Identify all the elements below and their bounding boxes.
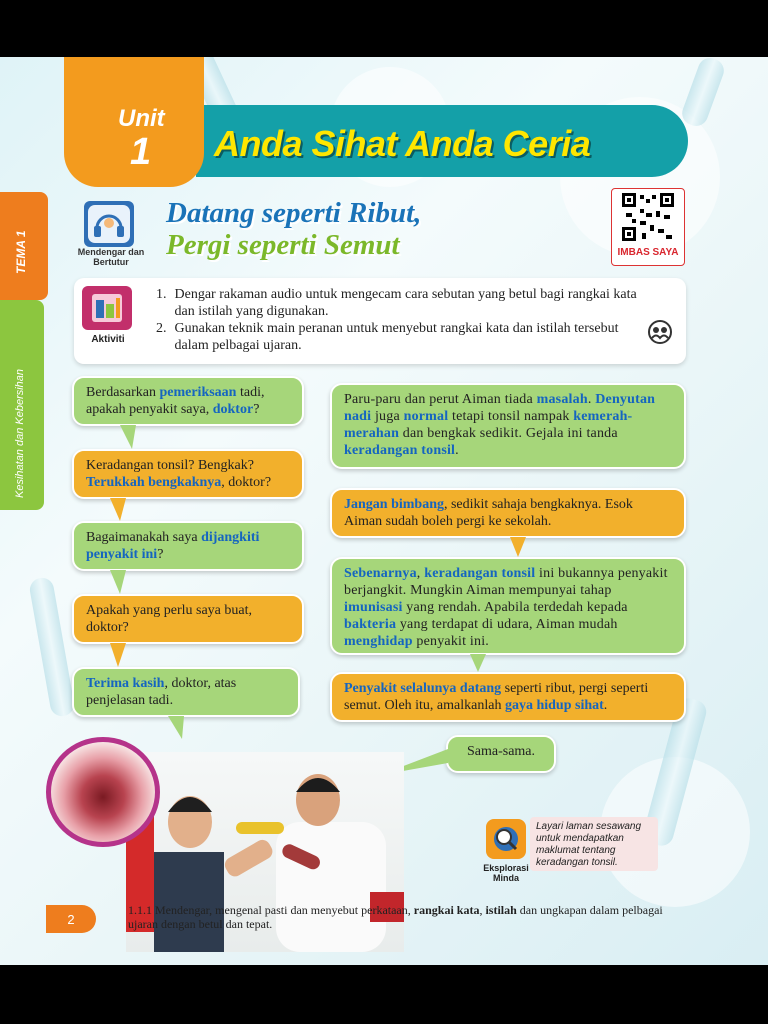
explore-box (530, 817, 658, 871)
bubble-text: . (603, 698, 608, 713)
unit-number: 1 (130, 131, 152, 173)
keyword: menghidap (344, 634, 413, 649)
keyword: imunisasi (344, 600, 403, 615)
bubble-text: ? (157, 547, 164, 562)
bubble-text: penyakit ini. (412, 634, 490, 649)
bubble-text: ? (253, 402, 260, 417)
keyword: Jangan bimbang (344, 497, 444, 512)
speech-bubble-patient (72, 449, 304, 499)
bubble-text: tadi, apakah penyakit saya, (86, 385, 265, 417)
speech-bubble-patient (72, 667, 300, 717)
activity-icon (82, 286, 132, 330)
tonsil-closeup-image (46, 737, 160, 847)
keyword: bakteria (344, 617, 397, 632)
bubble-text: dan bengkak sedikit. Gejala ini tanda (399, 426, 618, 441)
page-title: Anda Sihat Anda Ceria (214, 123, 591, 164)
activity-item-number: 1. (156, 287, 167, 302)
keyword: keradangan tonsil (344, 443, 456, 458)
keyword: pemeriksaan (159, 385, 237, 400)
bubble-text: Sama-sama. (466, 744, 536, 759)
keyword: masalah (536, 392, 588, 407)
bubble-text: , (416, 566, 425, 581)
theme-tab (0, 192, 48, 300)
bubble-text: seperti ribut, pergi seperti semut. Oleh itu, amalkanlah (344, 681, 649, 713)
theme-label: TEMA 1 (14, 230, 28, 274)
activity-label: Aktiviti (91, 334, 125, 345)
bubble-text: Apakah yang perlu saya buat, doktor? (86, 603, 252, 635)
explore-label: Eksplorasi Minda (483, 863, 529, 883)
learning-standard (128, 903, 668, 931)
textbook-page (0, 57, 768, 965)
bubble-text: , doktor? (221, 475, 272, 490)
speech-bubble-doctor (330, 488, 686, 538)
bubble-text: Bagaimanakah saya (86, 530, 202, 545)
bubble-text: Paru-paru dan perut Aiman tiada (344, 392, 537, 407)
bubble-text: . (455, 443, 459, 458)
bubble-text: tetapi tonsil nampak (448, 409, 574, 424)
standard-code: 1.1.1 (128, 903, 152, 917)
listening-section-icon (78, 197, 148, 267)
bubble-text: yang rendah. Apabila terdedah kepada (402, 600, 628, 615)
keyword: Sebenarnya (344, 566, 417, 581)
speech-bubble-doctor (446, 735, 556, 773)
standard-keyword: rangkai kata (413, 903, 480, 917)
bg-test-tube (28, 576, 76, 718)
keyword: Denyutan nadi (344, 392, 656, 424)
bubble-text: . (587, 392, 596, 407)
activity-item (156, 320, 646, 354)
activity-item-number: 2. (156, 321, 167, 336)
keyword: gaya hidup sihat (504, 698, 604, 713)
activity-box (74, 278, 686, 364)
activity-list (156, 286, 646, 354)
qr-code-icon (612, 189, 684, 245)
keyword: Terima kasih (86, 676, 165, 691)
keyword: Terukkah bengkaknya (86, 475, 222, 490)
explore-text: Layari laman sesawang untuk mendapatkan maklumat tentang keradangan tonsil. (536, 821, 642, 868)
keyword: doktor (212, 402, 254, 417)
page-number: 2 (46, 905, 96, 933)
theme-name-tab (0, 300, 44, 510)
activity-item-text: Dengar rakaman audio untuk mengecam cara sebutan yang betul bagi rangkai kata dan istilah yang digunakan. (174, 287, 637, 319)
standard-text: , (479, 903, 486, 917)
keyword: dijangkiti penyakit ini (86, 530, 260, 562)
headphones-icon (84, 201, 134, 247)
keyword: keradangan tonsil (424, 566, 536, 581)
unit-label: Unit (118, 105, 165, 132)
activity-item (156, 286, 646, 320)
bg-test-tube (679, 57, 727, 129)
speech-bubble-doctor (330, 672, 686, 722)
bubble-text: , doktor, atas penjelasan tadi. (86, 676, 237, 708)
section-subtitle-line1: Datang seperti Ribut, (166, 197, 422, 229)
bubble-text: ini bukannya penyakit berjangkit. Mungkin Aiman mempunyai tahap (344, 566, 668, 598)
keyword: kemerah-merahan (344, 409, 633, 441)
group-work-icon (648, 320, 672, 344)
section-subtitle-line2: Pergi seperti Semut (166, 229, 400, 261)
speech-bubble-doctor (330, 557, 686, 655)
bubble-text: yang terdapat di udara, Aiman mudah (396, 617, 618, 632)
speech-bubble-patient (72, 376, 304, 426)
speech-bubble-doctor (330, 383, 686, 469)
bubble-text: Keradangan tonsil? Bengkak? (86, 458, 254, 473)
keyword: normal (403, 409, 449, 424)
speech-bubble-patient (72, 594, 304, 644)
keyword: Penyakit selalunya datang (344, 681, 502, 696)
standard-text: Mendengar, mengenal pasti dan menyebut perkataan, (155, 903, 414, 917)
bubble-text: Berdasarkan (86, 385, 160, 400)
listening-label: Mendengar dan Bertutur (77, 247, 145, 267)
standard-keyword: istilah (485, 903, 517, 917)
standard-text: dan ungkapan dalam pelbagai ujaran dengan betul dan tepat. (128, 903, 663, 931)
speech-bubble-patient (72, 521, 304, 571)
bubble-text: , sedikit sahaja bengkaknya. Esok Aiman sudah boleh pergi ke sekolah. (344, 497, 633, 529)
qr-code[interactable] (611, 188, 685, 266)
activity-item-text: Gunakan teknik main peranan untuk menyebut rangkai kata dan istilah tersebut dalam pelbagai ujaran. (174, 321, 619, 353)
theme-name: Kesihatan dan Kebersihan (14, 368, 26, 498)
qr-label: IMBAS SAYA (617, 247, 679, 258)
explore-icon (486, 819, 526, 859)
bubble-text: juga (371, 409, 404, 424)
